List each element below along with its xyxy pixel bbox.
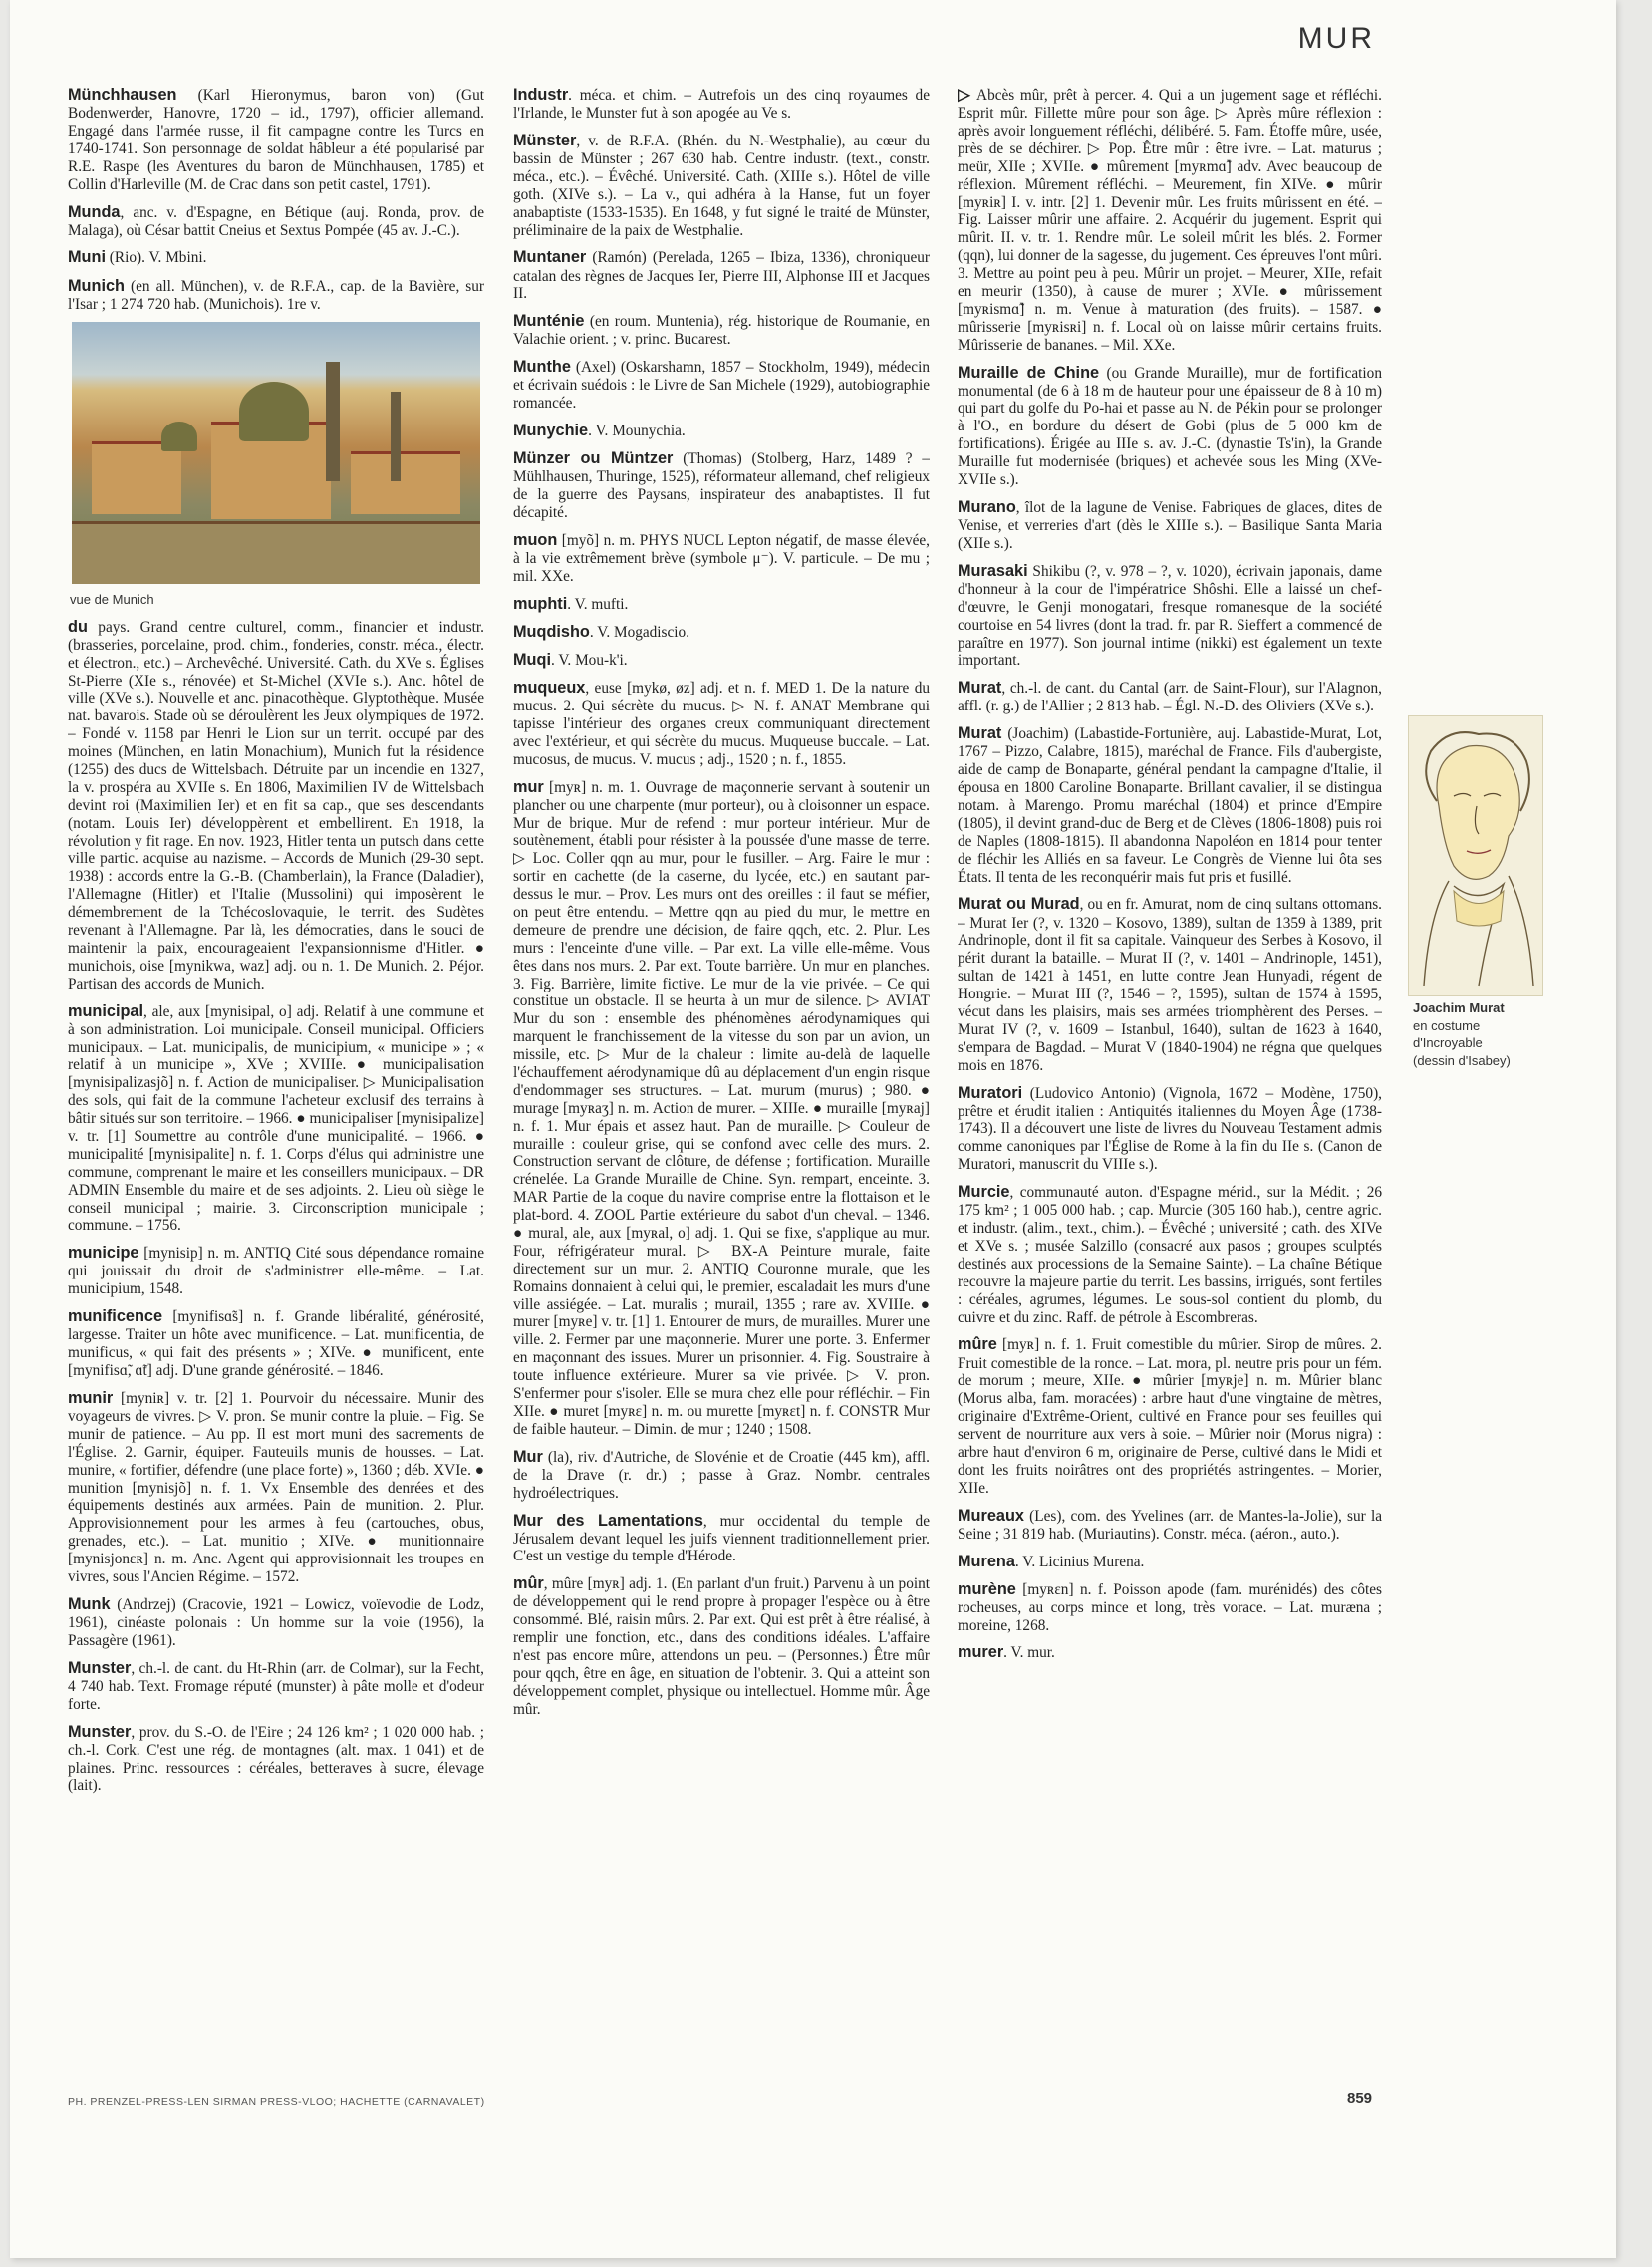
entry: mur [myʀ] n. m. 1. Ouvrage de maçonnerie servant à soutenir un plancher ou une charpente (mur porteur), ou à cloisonner un espace. Mur de brique. Mur de refend : mur porteur intérieur. Mur de soutènement, établi pour résister à la poussée d'une masse de terre. ▷ Loc. Coller qqn au mur, pour le fusiller. – Arg. Faire le mur : sortir en cachette (de la caserne, du lycée, etc.) en sautant par-dessus le mur. – Prov. Les murs ont des oreilles : il faut se méfier, on peut être entendu. – Mettre qqn au pied du mur, le mettre en demeure de prendre une décision, de faire qqch, etc. 2. Plur. Les murs : l'enceinte d'une ville. – Par ext. La ville elle-même. Vous êtes dans nos murs. 2. Par ext. Toute barrière. Un mur en planches. 3. Fig. Barrière, limite fictive. Le mur de la vie privée. – Ce qui constitue un obstacle. Il se heurta à un mur de silence. ▷ AVIAT Mur du son : ensemble des phénomènes aérodynamiques qui marquent le franchissement de la vitesse du son par un avion, un missile, etc. ▷ Mur de la chaleur : limite au-delà de laquelle l'échauffement aérodynamique dû au déplacement d'un engin risque d'endommager ses structures. – Lat. murum (murus) ; 980. ● murage [myʀaʒ] n. m. Action de murer. – XIIIe. ● muraille [myʀaj] n. f. 1. Mur épais et assez haut. Pan de muraille. ▷ Couleur de muraille : couleur grise, qui se confond avec celle des murs. 2. Construction servant de clôture, de défense ; fortification. Muraille crénelée. La Grande Muraille de Chine. Syn. rempart, enceinte. 3. MAR Partie de la coque du navire comprise entre la flottaison et le plat-bord. 4. ZOOL Partie extérieure du sabot d'un cheval. – 1346. ● mural, ale, aux [myʀal, o] adj. 1. Qui se fixe, s'applique au mur. Four, réfrigérateur mural. ▷ BX-A Peinture murale, faite directement sur un mur. 2. ANTIQ Couronne murale, que les Romains donnaient à celui qui, le premier, escaladait les murs d'une ville assiégée. – Lat. muralis ; murail, 1355 ; rare av. XVIIIe. ● murer [myʀe] v. tr. [1] 1. Entourer de murs, de murailles. Murer une ville. 2. Fermer par une maçonnerie. Murer une porte. 3. Enfermer en maçonnant des issues. Murer un prisonnier. 4. Fig. Soustraire à toute influence extérieure. Murer sa vie privée. ▷ V. pron. S'enfermer pour s'isoler. Elle se mura chez elle pour réfléchir. – Fin XIIe. ● muret [myʀɛ] n. m. ou murette [myʀɛt] n. f. CONSTR Mur de faible hauteur. – Dimin. de mur ; 1240 ; 1508. xyxy=(513,777,930,1438)
portrait-caption-line: Joachim Murat xyxy=(1413,1000,1505,1015)
entry: Münchhausen (Karl Hieronymus, baron von) (Gut Bodenwerder, Hanovre, 1720 – id., 1797), officier allemand. Engagé dans l'armée russe, il fit campagne contre les Turcs en 1740-1741. Son personnage de soldat hâbleur a été popularisé par R.E. Raspe (les Aventures du baron de Münchhausen, 1785) et Collin d'Harleville (M. de Crac dans son petit castel, 1791). xyxy=(68,86,484,193)
entry: munificence [mynifisɑ̃s] n. f. Grande libéralité, générosité, largesse. Traiter un hôte avec munificence. – Lat. munificentia, de munificus, « qui fait des présents » ; XIVe. ● munificent, ente [mynifisɑ̃, ɑ̃t] adj. D'une grande générosité. – 1846. xyxy=(68,1307,484,1379)
entry: Mureaux (Les), com. des Yvelines (arr. de Mantes-la-Jolie), sur la Seine ; 31 819 hab. (Muriautins). Constr. méca. (aéron., auto.). xyxy=(958,1506,1382,1543)
entry: mûr, mûre [myʀ] adj. 1. (En parlant d'un fruit.) Parvenu à un point de développement qui le rend propre à propager l'espèce ou à être consommé. Blé, raisin mûrs. 2. Par ext. Qui est prêt à être réalisé, à remplir une fonction, etc., dans des conditions idéales. L'affaire n'est pas encore mûre, attendons un peu. – (Personnes.) Être mûr pour qqch, être en âge, en situation de l'obtenir. 3. Qui a atteint son développement complet, physique ou intellectuel. Homme mûr. Âge mûr. xyxy=(513,1574,930,1718)
portrait-caption-line: en costume xyxy=(1413,1017,1481,1033)
entry: Muraille de Chine (ou Grande Muraille), mur de fortification monumental (de 6 à 18 m de hauteur pour une épaisseur de 8 à 10 m) qui part du golfe du Po-hai et passe au N. de Pékin pour se prolonger à l'O., en bordure du désert de Gobi (plus de 5 000 km de fortifications). Érigée au IIIe s. av. J.-C. (dynastie Ts'in), la Grande Muraille fut modernisée (briques) et achevée sous les Ming (XVe-XVIIe s.). xyxy=(958,363,1382,489)
column-1 xyxy=(68,86,484,2085)
entry: Munda, anc. v. d'Espagne, en Bétique (auj. Ronda, prov. de Malaga), où César battit Cneius et Sextus Pompée (45 av. J.-C.). xyxy=(68,202,484,239)
entry: Mur (la), riv. d'Autriche, de Slovénie et de Croatie (445 km), affl. de la Drave (r. dr.) ; passe à Graz. Nombr. centrales hydroélectriques. xyxy=(513,1447,930,1502)
entry: Murena. V. Licinius Murena. xyxy=(958,1552,1145,1570)
photo-credit: PH. PRENZEL-PRESS-LEN SIRMAN PRESS-VLOO; HACHETTE (CARNAVALET) xyxy=(68,2096,485,2108)
entry: Munténie (en roum. Muntenia), rég. historique de Roumanie, en Valachie orient. ; v. princ. Bucarest. xyxy=(513,312,930,349)
entry: muphti. V. mufti. xyxy=(513,594,629,613)
entry: Münster, v. de R.F.A. (Rhén. du N.-Westphalie), au cœur du bassin de Münster ; 267 630 hab. Centre industr. (text., constr. méca., etc.). – Évêché. Université. Cath. (XIIIe s.). Hôtel de ville goth. (XIVe s.). – La v., qui adhéra à la Hanse, fut un foyer anabaptiste (1533-1535). En 1648, y fut signé le traité de Münster, préliminaire de la paix de Westphalie. xyxy=(513,131,930,239)
entry: muon [myõ] n. m. PHYS NUCL Lepton négatif, de masse élevée, à la vie extrêmement brève (symbole μ⁻). V. particule. – De mu ; mil. XXe. xyxy=(513,530,930,585)
entry: Murat, ch.-l. de cant. du Cantal (arr. de Saint-Flour), sur l'Alagnon, affl. (r. g.) de l'Allier ; 2 813 hab. – Égl. N.-D. des Oliviers (XVe s.). xyxy=(958,679,1382,715)
entry: Muni (Rio). V. Mbini. xyxy=(68,248,207,267)
column-3 xyxy=(958,86,1382,2085)
entry: du pays. Grand centre culturel, comm., financier et industr. (brasseries, porcelaine, prod. chim., fonderies, constr. méca., électr. et électron., etc.) – Archevêché. Université. Cath. du XVe s. Églises St-Pierre (XIe s., rénovée) et St-Michel (XVIe s.). Anc. hôtel de ville (XVe s.). Nouvelle et anc. pinacothèque. Glyptothèque. Musée nat. bavarois. Stade où se déroulèrent les Jeux olympiques de 1972. – Fondé v. 1158 par Henri le Lion sur un territ. occupé par des moines (München, en latin Monachium), Munich fut la résidence (1255) des ducs de Wittelsbach. Détruite par un incendie en 1327, la v. prospéra au XVIIe s. En 1806, Maximilien IV de Wittelsbach devint roi (Maximilien Ier) et en fit sa cap., que ses descendants (notam. Louis Ier) développèrent et embellirent. En 1918, la révolution y fit rage. En nov. 1923, Hitler tenta un putsch dans cette ville partic. acquise au nazisme. – Accords de Munich (29-30 sept. 1938) : accords entre la G.-B. (Chamberlain), la France (Daladier), l'Allemagne (Hitler) et l'Italie (Mussolini) qui imposèrent le démembrement de la Tchécoslovaquie, le territ. des Sudètes revenant à l'Allemagne. Par là, les démocraties, dans le souci de maintenir la paix, encourageaient l'expansionnisme d'Hitler. ● munichois, oise [mynikwa, waz] adj. ou n. 1. De Munich. 2. Péjor. Partisan des accords de Munich. xyxy=(68,617,484,992)
entry: muqueux, euse [mykø, øz] adj. et n. f. MED 1. De la nature du mucus. 2. Qui sécrète du mucus. ▷ N. f. ANAT Membrane qui tapisse l'intérieur des organes creux communiquant directement avec l'extérieur, et qui sécrète du mucus. Muqueuse buccale. – Lat. mucosus, de mucus. V. mucus ; adj., 1520 ; n. f., 1855. xyxy=(513,678,930,768)
entry: ▷ Abcès mûr, prêt à percer. 4. Qui a un jugement sage et réfléchi. Esprit mûr. Fillette mûre pour son âge. ▷ Après mûre réflexion : après avoir longuement réfléchi, délibéré. 5. Fam. Étoffe mûre, usée, près de se déchirer. ▷ Pop. Être mûr : être ivre. – Lat. maturus ; meür, XIIe ; XVIIe. ● mûrement [myʀmɑ̃] adv. Avec beaucoup de réflexion. Mûrement réfléchi. – Meurement, fin XIVe. ● mûrir [myʀiʀ] I. v. intr. [2] 1. Devenir mûr. Les fruits mûrissent en été. – Fig. Laisser mûrir une affaire. 2. Acquérir du jugement. Esprit qui mûrit. II. v. tr. 1. Rendre mûr. Le soleil mûrit les blés. 2. Former (qqn), lui donner de la sagesse, du jugement. Ces épreuves l'ont mûri. 3. Mettre au point peu à peu. Mûrir un projet. – Meurer, XIIe, refait en meurir (1350), à cause de murer ; XVIe. ● mûrissement [myʀismɑ̃] n. m. Venue à maturation (des fruits). – 1587. ● mûrisserie [myʀisʀi] n. f. Local où on laisse mûrir certains fruits. Mûrisserie de bananes. – Mil. XXe. xyxy=(958,86,1382,354)
entry: Munychie. V. Mounychia. xyxy=(513,422,686,440)
murat-portrait xyxy=(1408,715,1543,996)
entry: Munich (en all. München), v. de R.F.A., cap. de la Bavière, sur l'Isar ; 1 274 720 hab. (Munichois). 1re v. xyxy=(68,276,484,313)
entry: Muqi. V. Mou-k'i. xyxy=(513,650,628,669)
entry: Murano, îlot de la lagune de Venise. Fabriques de glaces, dites de Venise, et verreries d'art (dès le XIIIe s.). – Basilique Santa Maria (XIIe s.). xyxy=(958,497,1382,552)
column-2 xyxy=(513,86,930,2085)
bleed-through-margin xyxy=(1544,40,1610,2033)
entry: municipe [mynisip] n. m. ANTIQ Cité sous dépendance romaine qui jouissait du droit de s'administrer elle-même. – Lat. municipium, 1548. xyxy=(68,1244,484,1298)
page-number: 859 xyxy=(1347,2090,1373,2107)
entry: Munster, ch.-l. de cant. du Ht-Rhin (arr. de Colmar), sur la Fecht, 4 740 hab. Text. Fromage réputé (munster) à pâte molle et d'odeur forte. xyxy=(68,1658,484,1713)
entry: murer. V. mur. xyxy=(958,1643,1055,1662)
entry: munir [myniʀ] v. tr. [2] 1. Pourvoir du nécessaire. Munir des voyageurs de vivres. ▷ V. pron. Se munir contre la pluie. – Fig. Se munir de patience. – Au pp. Il est mort muni des sacrements de l'Église. 2. Garnir, équiper. Fauteuils munis de housses. – Lat. munire, « fortifier, défendre (une place forte) », 1360 ; déb. XVIe. ● munition [mynisjõ] n. f. 1. Vx Ensemble des denrées et des équipements destinés aux armées. Pain de munition. 2. Plur. Approvisionnement pour les armes à feu (cartouches, obus, grenades, etc.). – Lat. munitio ; XIVe. ● munitionnaire [mynisjonɛʀ] n. m. Anc. Agent qui approvisionnait les troupes en vivres, sous l'Ancien Régime. – 1572. xyxy=(68,1388,484,1585)
entry: mûre [myʀ] n. f. 1. Fruit comestible du mûrier. Sirop de mûres. 2. Fruit comestible de la ronce. – Lat. mora, pl. neutre pris pour un fém. de morum ; meure, XIIe. ● mûrier [myʀje] n. m. Mûrier blanc (Morus alba, fam. moracées) : arbre haut d'une vingtaine de mètres, originaire d'Extrême-Orient, cultivé en France pour ses feuilles qui servent de nourriture aux vers à soie. – Mûrier noir (Morus nigra) : arbre haut d'environ 6 m, originaire de Perse, cultivé dans le Midi et dont les fruits noirâtres ont des propriétés astringentes. – Morier, XIIe. xyxy=(958,1335,1382,1497)
entry: Murat (Joachim) (Labastide-Fortunière, auj. Labastide-Murat, Lot, 1767 – Pizzo, Calabre, 1815), maréchal de France. Fils d'aubergiste, aide de camp de Bonaparte, général pendant la campagne d'Italie, il épousa en 1800 Caroline Bonaparte. Brillant cavalier, il se distingua notam. à Marengo. Promu maréchal (1804) et prince d'Empire (1805), il devint grand-duc de Berg et de Clèves (1806-1808) puis roi de Naples (1808-1815). Il abandonna Napoléon en 1814 pour tenter de fléchir les Alliés en sa faveur. Le Congrès de Vienne lui ôta ses États. Il tenta de les reconquérir mais fut pris et fusillé. xyxy=(958,724,1382,886)
entry: Muntaner (Ramón) (Perelada, 1265 – Ibiza, 1336), chroniqueur catalan des règnes de Jacques Ier, Pierre III, Alphonse III et Jacques II. xyxy=(513,248,930,303)
entry: Munk (Andrzej) (Cracovie, 1921 – Lowicz, voïevodie de Lodz, 1961), cinéaste polonais : Un homme sur la voie (1956), la Passagère (1961). xyxy=(68,1594,484,1649)
entry: Murcie, communauté auton. d'Espagne mérid., sur la Médit. ; 26 175 km² ; 1 005 000 hab. ; cap. Murcie (305 160 hab.), centre agric. et industr. (alim., text., chim.). – Évêché ; université ; cath. des XIVe et XVe s. ; musée Salzillo (consacré aux pasos ; groupes sculptés destinés aux processions de la Semaine Sainte). – La chaîne Bétique recouvre la majeure partie du territ. Les bassins, irrigués, sont fertiles : céréales, agrumes, légumes. Le sous-sol contient du plomb, du cuivre et du zinc. Raff. de pétrole à Escombreras. xyxy=(958,1183,1382,1326)
portrait-caption-line: (dessin d'Isabey) xyxy=(1413,1052,1511,1068)
entry: Muqdisho. V. Mogadiscio. xyxy=(513,622,690,641)
entry: municipal, ale, aux [mynisipal, o] adj. Relatif à une commune et à son administration. Loi municipale. Conseil municipal. Officiers municipaux. – Lat. municipalis, de municipium, « municipe » ; « relatif à un municipe », XVe ; XVIIIe. ● municipalisation [mynisipalizasjõ] n. f. Action de municipaliser. ▷ Municipalisation des sols, qui fait de la commune l'acheteur exclusif des terrains à bâtir situés sur son territoire. – 1966. ● municipaliser [mynisipalize] v. tr. [1] Soumettre au contrôle d'une municipalité. – 1966. ● municipalité [mynisipalite] n. f. 1. Corps d'élus qui administre une commune, comprenant le maire et les conseillers municipaux. – DR ADMIN Ensemble du maire et de ses adjoints. 2. Lieu où siège le conseil municipal ; mairie. 3. Circonscription municipale ; commune. – 1756. xyxy=(68,1001,484,1235)
entry: Murasaki Shikibu (?, v. 978 – ?, v. 1020), écrivain japonais, dame d'honneur à la cour de l'impératrice Shôshi. Elle a laissé un chef-d'œuvre, le Genji monogatari, fresque romanesque de la société courtoise en 54 livres (dont la trad. fr. par R. Sieffert a commencé de paraître en 1977). Son journal intime (nikki) est également un texte important. xyxy=(958,561,1382,670)
entry: Murat ou Murad, ou en fr. Amurat, nom de cinq sultans ottomans. – Murat Ier (?, v. 1320 – Kosovo, 1389), sultan de 1359 à 1389, prit Andrinople, dont il fit sa capitale. Vainqueur des Serbes à Kosovo, il périt durant la bataille. – Murat II (?, v. 1401 – Andrinople, 1451), sultan de 1421 à 1451, en lutte contre Jean Hunyadi, régent de Hongrie. – Murat III (?, 1546 – ?, 1595), sultan de 1574 à 1595, vécut dans les plaisirs, mais ses armées triomphèrent des Perses. – Murat IV (?, v. 1609 – Istanbul, 1640), sultan de 1623 à 1640, s'empara de Bagdad. – Murat V (1840-1904) ne régna que quelques mois en 1876. xyxy=(958,895,1382,1074)
entry: Münzer ou Müntzer (Thomas) (Stolberg, Harz, 1489 ? – Mühlhausen, Thuringe, 1525), réformateur allemand, chef religieux de la guerre des Paysans, inspirateur des anabaptistes. Il fut décapité. xyxy=(513,449,930,522)
entry: Industr. méca. et chim. – Autrefois un des cinq royaumes de l'Irlande, le Munster fut à son apogée au Ve s. xyxy=(513,86,930,123)
entry: murène [myʀɛn] n. f. Poisson apode (fam. murénidés) des côtes rocheuses, au corps mince et long, très vorace. – Lat. muræna ; moreine, 1268. xyxy=(958,1579,1382,1634)
portrait-sketch-icon xyxy=(1409,716,1542,995)
guide-word: MUR xyxy=(1297,22,1375,55)
entry: Muratori (Ludovico Antonio) (Vignola, 1672 – Modène, 1750), prêtre et érudit italien : Antiquités italiennes du Moyen Âge (1738-1743). Il a découvert une liste de livres du Nouveau Testament admis comme canoniques par l'Église de Rome à la fin du IIe s. (Canon de Muratori, manuscrit du VIIIe s.). xyxy=(958,1083,1382,1174)
portrait-caption-line: d'Incroyable xyxy=(1413,1035,1483,1051)
entry: Mur des Lamentations, mur occidental du temple de Jérusalem devant lequel les juifs viennent traditionnellement prier. C'est un vestige du temple d'Hérode. xyxy=(513,1511,930,1565)
entry: Munster, prov. du S.-O. de l'Eire ; 24 126 km² ; 1 020 000 hab. ; ch.-l. Cork. C'est une rég. de montagnes (alt. max. 1 041) et de plaines. Princ. ressources : céréales, betteraves à sucre, élevage (lait). xyxy=(68,1722,484,1795)
munich-photo xyxy=(72,322,480,584)
entry: Munthe (Axel) (Oskarshamn, 1857 – Stockholm, 1949), médecin et écrivain suédois : le Livre de San Michele (1929), autobiographie romancée. xyxy=(513,358,930,413)
photo-caption: vue de Munich xyxy=(70,592,154,608)
